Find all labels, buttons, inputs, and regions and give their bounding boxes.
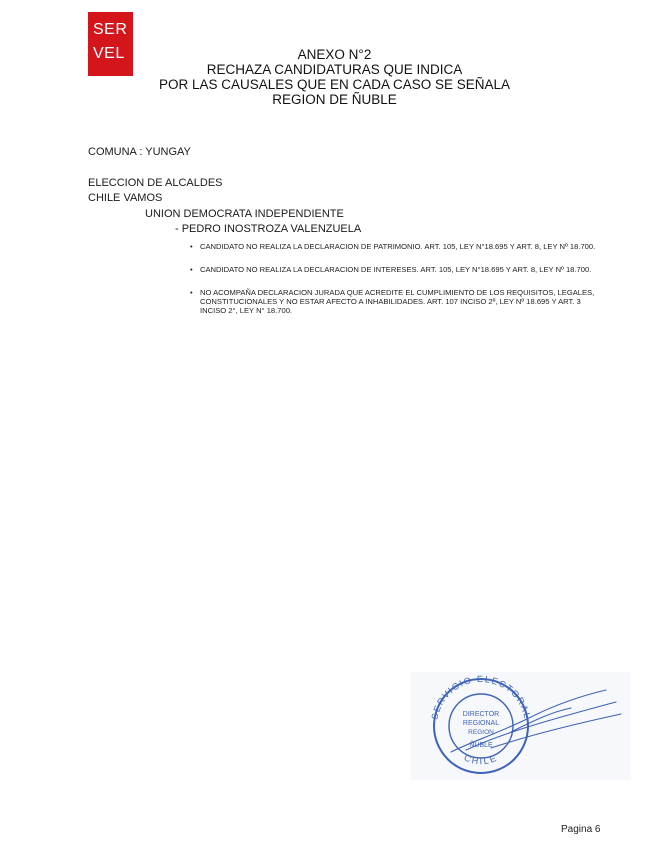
page-number: Pagina 6 bbox=[561, 824, 601, 835]
bullet-icon: • bbox=[190, 288, 193, 297]
stamp-center-4: ÑUBLE bbox=[469, 742, 493, 749]
title-line1: ANEXO N°2 bbox=[297, 47, 372, 62]
logo-line2: VEL bbox=[93, 45, 125, 62]
bullet-icon: • bbox=[190, 265, 193, 274]
title-line4: REGION DE ÑUBLE bbox=[272, 92, 397, 107]
stamp-ring-bottom: CHILE bbox=[462, 752, 500, 767]
svg-text:CHILE bbox=[463, 752, 500, 766]
stamp-seal-icon bbox=[411, 672, 631, 780]
causal-text: CANDIDATO NO REALIZA LA DECLARACION DE INTERESES. ART. 105, LEY N°18.695 Y ART. 8, LEY Nº 18.700. bbox=[200, 265, 592, 274]
pacto-label: CHILE VAMOS bbox=[88, 192, 163, 204]
causal-text: NO ACOMPAÑA DECLARACION JURADA QUE ACREDITE EL CUMPLIMIENTO DE LOS REQUISITOS, LEGALES, CONSTITUCIONALES Y NO ESTAR AFECTO A INHABILIDADES. ART. 107 INCISO 2º, LEY Nº 18.695 Y ART. 3 INCISO 2°, LEY N° 18.700. bbox=[200, 288, 595, 315]
official-stamp bbox=[411, 672, 631, 780]
causal-item bbox=[190, 288, 600, 315]
logo-line1: SER bbox=[93, 21, 128, 38]
bullet-icon: • bbox=[190, 242, 193, 251]
document-title bbox=[0, 47, 669, 107]
causal-text: CANDIDATO NO REALIZA LA DECLARACION DE PATRIMONIO. ART. 105, LEY N°18.695 Y ART. 8, LEY Nº 18.700. bbox=[200, 242, 596, 251]
stamp-center-2: REGIONAL bbox=[462, 720, 500, 727]
stamp-ring-top: SERVICIO ELECTORAL bbox=[429, 673, 533, 721]
causal-item bbox=[190, 242, 600, 251]
comuna-label: COMUNA : YUNGAY bbox=[88, 146, 191, 158]
partido-label: UNION DEMOCRATA INDEPENDIENTE bbox=[145, 208, 344, 220]
title-line3: POR LAS CAUSALES QUE EN CADA CASO SE SEÑALA bbox=[158, 77, 511, 92]
title-line2: RECHAZA CANDIDATURAS QUE INDICA bbox=[206, 62, 463, 77]
eleccion-label: ELECCION DE ALCALDES bbox=[88, 177, 223, 189]
candidato-name: - PEDRO INOSTROZA VALENZUELA bbox=[175, 223, 362, 235]
stamp-center-1: DIRECTOR bbox=[462, 711, 500, 718]
stamp-center-3: REGION bbox=[468, 729, 494, 736]
causal-item bbox=[190, 265, 600, 274]
